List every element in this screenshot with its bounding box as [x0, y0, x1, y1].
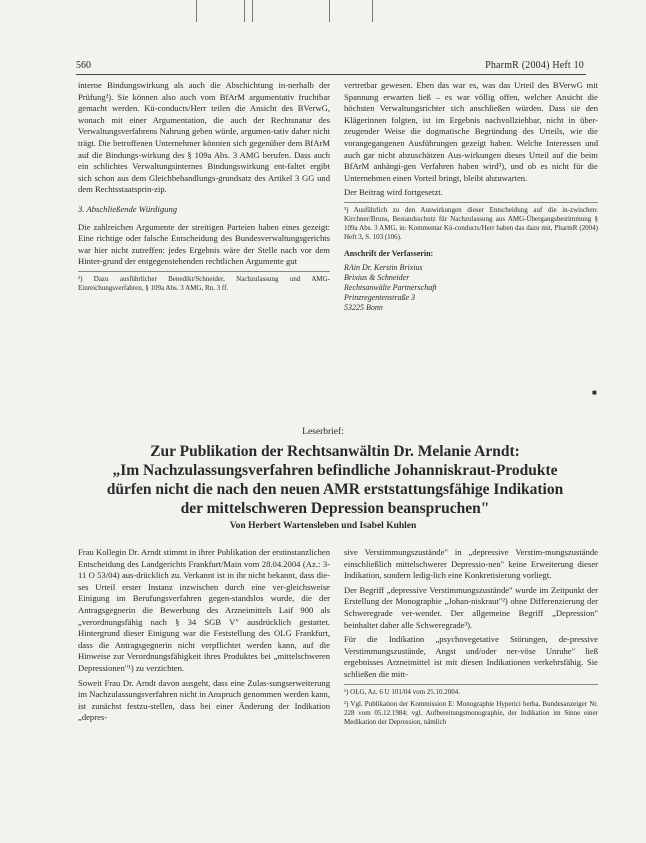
header-rule	[76, 74, 586, 75]
paragraph: vertretbar gewesen. Eben das war es, was das Urteil des BVerwG mit Spannung erwarten ließ – es war völlig offen, welcher Ansicht die höchsten Verwaltungsrichter sich anschließen würden. Dass sie den Klägerinnen folgten, ist im Ergebnis nachvollziehbar, nicht in über-zeugender Weise die dogmatische Begründung des Urteils, wie die vorangegangenen Ausführungen gezeigt haben. Welche Interessen und auch gar nicht abzuschätzen Aus-wirkungen dieses Urteil auf die beim BfArM anhängi-gen Verfahren haben wird³), und ob es nicht für die Unternehmen einen Vorteil bringt, bleibt abzuwarten.	[344, 80, 598, 183]
paragraph: Soweit Frau Dr. Arndt davon ausgeht, dass eine Zulas-sungserweiterung im Nachzulassungsverfahren nicht in Anspruch genommen werden kann, ist zunächst festzu-stellen, dass bei einer Änderung der Indikation „depres-	[78, 677, 330, 723]
continuation-note: Der Beitrag wird fortgesetzt.	[344, 187, 443, 198]
address-line: RAin Dr. Kerstin Brixius	[344, 262, 423, 272]
bottom-left-column	[78, 547, 330, 727]
title-line: dürfen nicht die nach den neuen AMR erststattungsfähige Indikation	[106, 481, 564, 498]
journal-reference: PharmR (2004) Heft 10	[485, 60, 584, 71]
binding-mark	[252, 0, 253, 22]
bottom-right-column	[344, 547, 598, 730]
top-left-column	[78, 80, 330, 296]
page-number: 560	[76, 60, 91, 71]
title-line: Zur Publikation der Rechtsanwältin Dr. Melanie Arndt:	[150, 443, 520, 460]
binding-mark	[329, 0, 330, 22]
author-address	[344, 263, 598, 313]
article-kicker: Leserbrief:	[302, 427, 344, 437]
paragraph: Frau Kollegin Dr. Arndt stimmt in ihrer Publikation der erstinstanzlichen Entscheidung des Landgerichts Frankfurt/Main vom 28.04.2004 (Az.: 3-11 O 53/04) aus-drücklich zu. Verkannt ist in ihr nicht bekannt, dass die-ses Urteil erster Instanz inzwischen durch eine ver-gleichsweise Einigung im Berufungsverfahren gegen-standslos wurde, die der Antragsgegnerin die Bewerbung des Arzneimittels Laif 900 als „verordnungsfähig nach § 34 SGB V" ausdrücklich gestattet. Hintergrund dieser Einigung war die Feststellung des OLG Frankfurt, dass die Antragsgegnerin nicht verpflichtet werden kann, auf die Hinweise zur Verordnungsfähigkeit ihres Produktes bei „mittelschweren Depressionen"¹) zu verzichten.	[78, 547, 330, 673]
section-heading: 3. Abschließende Würdigung	[78, 203, 178, 214]
footnote: ²) Dazu ausführlicher Benedikt/Schneider, Nachzulassung und AMG-Einreichungsverfahren, § 109a Abs. 3 AMG, Rn. 3 ff.	[78, 271, 330, 293]
address-line: 53225 Bonn	[344, 302, 383, 312]
footnote: ¹) OLG, Az. 6 U 101/04 vom 25.10.2004.	[344, 684, 598, 697]
title-line: der mittelschweren Depression beanspruchen"	[180, 500, 490, 517]
address-title: Anschrift der Verfasserin:	[344, 248, 434, 258]
title-line: „Im Nachzulassungsverfahren befindliche Johanniskraut-Produkte	[112, 462, 558, 479]
article-title	[70, 442, 600, 518]
binding-mark	[196, 0, 197, 22]
paragraph: Für die Indikation „psychovegetative Störungen, de-pressive Verstimmungszustände, Angst und/oder ner-vöse Unruhe" ließ ergebnisses Arzneimittel ist mit diesen Indikationen verkehrsfähig. Sie schließen die mitt-	[344, 634, 598, 679]
footnote: ³) Ausführlich zu den Auswirkungen dieser Entscheidung auf die in-zwischen: Kirchner/Bruns, Bestandsschutz für Nachzulassung aus AMG-Übergangsbestimmung § 109a Abs. 3 AMG, in: Kommentar Kü-conducts/Herr haben das dazu mit, PharmR (2004) Heft 3, S. 103 (106).	[344, 202, 598, 242]
end-mark: ■	[592, 388, 597, 397]
paragraph: interne Bindungswirkung als auch die Abschichtung in-nerhalb der Prüfung²). Sie können also auch vom BfArM argumentativ fruchtbar gemacht werden. Kü-conducts/Herr teilen die Ansicht des BVerwG, wonach mit einer Argumentation, die auch der Rechtsnatur des Verwaltungsverfahrens Nahrung geben würde, argumen-tativ daher nicht trägt. Die betroffenen Unternehmer könnten sich gegenüber dem BfArM auf die Bindungs-wirkung des § 109a Abs. 3 AMG berufen. Dass auch ein schlichtes Verwaltungsinternes Bindungswirkung ent-faltet ergibt sich schon aus dem Gleichbehandlungs-grundsatz des Artikel 3 GG und dem Rechtsstaatsprin-zip.	[78, 80, 330, 195]
paragraph: Der Begriff „depressive Verstimmungszustände" wurde im Zeitpunkt der Erstellung der Monographie „Johan-niskraut"²) ohne Differenzierung der Schweregrade ver-wendet. Der allgemeine Begriff „Depression" beinhaltet daher alle Schweregrade³).	[344, 584, 598, 630]
address-line: Brixius & Schneider	[344, 272, 410, 282]
address-line: Rechtsanwälte Partnerschaft	[344, 282, 437, 292]
address-line: Prinzregentenstraße 3	[344, 292, 416, 302]
binding-mark	[372, 0, 373, 22]
binding-mark	[244, 0, 245, 22]
article-byline: Von Herbert Wartensleben und Isabel Kuhlen	[229, 521, 417, 531]
footnote: ²) Vgl. Publikation der Kommission E: Monographie Hyperici herba, Bundesanzeiger Nr. 228 vom 05.12.1984; vgl. Aufbereitungsmonographie, der Indikation im Sinne einer Medikation der Depression, nämlich	[344, 699, 598, 726]
paragraph: Die zahlreichen Argumente der streitigen Parteien haben eines gezeigt: Eine richtige oder falsche Entscheidung des Bundesverwaltungsgerichts war hier nicht zutreffen: jedes Ergebnis wäre der Stelle nach vor dem Hinter-grund der entgegenstehenden rechtlichen Argumente gut	[78, 221, 330, 267]
paragraph: sive Verstimmungszustände" in „depressive Verstim-mungszustände einschließlich mittelschwerer Depressio-nen" keine Erweiterung dieser Indikation, sondern ledig-lich eine Konkretisierung vorliegt.	[344, 547, 598, 581]
top-right-column	[344, 80, 598, 313]
